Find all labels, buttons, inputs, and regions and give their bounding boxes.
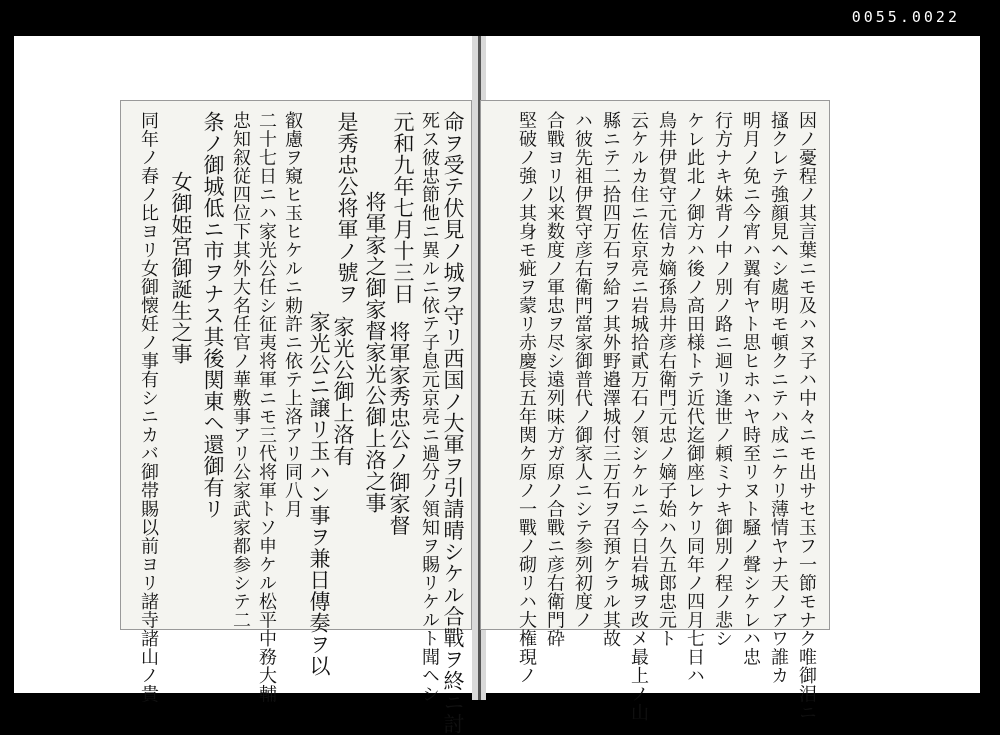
frame-id: 0055.0022 — [851, 8, 960, 26]
right-col-2: 明月ノ免ニ今宵ハ翼有ヤト思ヒホハヤ時至リヌト騒ノ聲シケレハ忠 — [740, 111, 761, 666]
right-col-1: 搔クレテ強顔見ヘシ處明モ頓クニテハ成ニケリ薄情ヤナ天ノアワ誰カ — [768, 111, 789, 685]
left-col-5: 家光公ニ譲リ玉ハン事ヲ兼日傳奏ヲ以 — [307, 311, 331, 677]
left-col-1: 死ス彼忠節他ニ異ルニ依テ子息元京亮ニ過分ノ領知ヲ賜リケルト聞ヘシ — [419, 111, 440, 703]
right-col-4: ケレ此北ノ御方ハ後ノ高田様トテ近代迄御座レケリ同年ノ四月七日ハ — [684, 111, 705, 685]
left-interlinear-0: 将軍家秀忠公ノ御家督 — [387, 321, 411, 536]
right-col-7: 縣ニテ二拾四万石ヲ給フ其外野邉澤城付三万石ヲ召預ケラル其故 — [600, 111, 621, 648]
right-col-3: 行方ナキ妹背ノ中ノ別ノ路ニ迴リ逢世ノ頼ミナキ御別ノ程ノ悲シ — [712, 111, 733, 648]
left-col-8: 忠知叙従四位下其外大名任官ノ華敷事アリ公家武家都参シテ二 — [230, 111, 251, 629]
left-col-11: 同年ノ春ノ比ヨリ女御懐妊ノ事有シニカバ御帯賜以前ヨリ諸寺諸山ノ貴 — [138, 111, 159, 703]
right-col-8: ハ彼先祖伊賀守彦右衛門當家御普代ノ御家人ニシテ参列初度ノ — [572, 111, 593, 629]
left-col-6: 叡慮ヲ窺ヒ玉ヒケルニ勅許ニ依テ上洛アリ同八月 — [282, 111, 303, 518]
right-col-6: 云ケルカ住ニ佐京亮ニ岩城拾貳万石ノ領シケルニ今日岩城ヲ改メ最上ノ山 — [628, 111, 649, 722]
left-col-9: 条ノ御城低ニ市ヲナス其後関東ヘ還御有リ — [201, 111, 225, 520]
left-col-2: 元和九年七月十三日 — [391, 111, 415, 305]
right-col-10: 堅破ノ強ノ其身モ疵ヲ蒙リ赤慶長五年関ケ原ノ一戰ノ砌リハ大権現ノ — [516, 111, 537, 685]
left-interlinear-1: 家光公御上洛有 — [331, 316, 355, 467]
left-col-0: 命ヲ受テ伏見ノ城ヲ守リ西国ノ大軍ヲ引請晴シケル合戰ヲ終ニ討 — [441, 111, 465, 735]
left-col-4: 是秀忠公将軍ノ號ヲ — [335, 111, 359, 305]
left-page — [120, 100, 472, 735]
right-col-9: 合戰ヨリ以来数度ノ軍忠ヲ尽シ遠列味方ガ原ノ合戰ニ彦右衛門砕 — [544, 111, 565, 648]
left-col-7: 二十七日ニハ家光公任シ征夷将軍ニモ三代将軍トソ申ケル松平中務大輔 — [256, 111, 277, 703]
left-col-10: 女御姫宮御誕生之事 — [169, 171, 193, 365]
right-page — [480, 100, 830, 722]
right-col-0: 因ノ憂程ノ其言葉ニモ及ハヌ子ハ中々ニモ出サセ玉フ一節モナク唯御泪ニ — [796, 111, 817, 722]
left-col-3: 将軍家之御家督家光公御上洛之事 — [363, 191, 387, 514]
right-col-5: 鳥井伊賀守元信カ嫡孫鳥井彦右衛門元忠ノ嫡子始ハ久五郎忠元ト — [656, 111, 677, 648]
